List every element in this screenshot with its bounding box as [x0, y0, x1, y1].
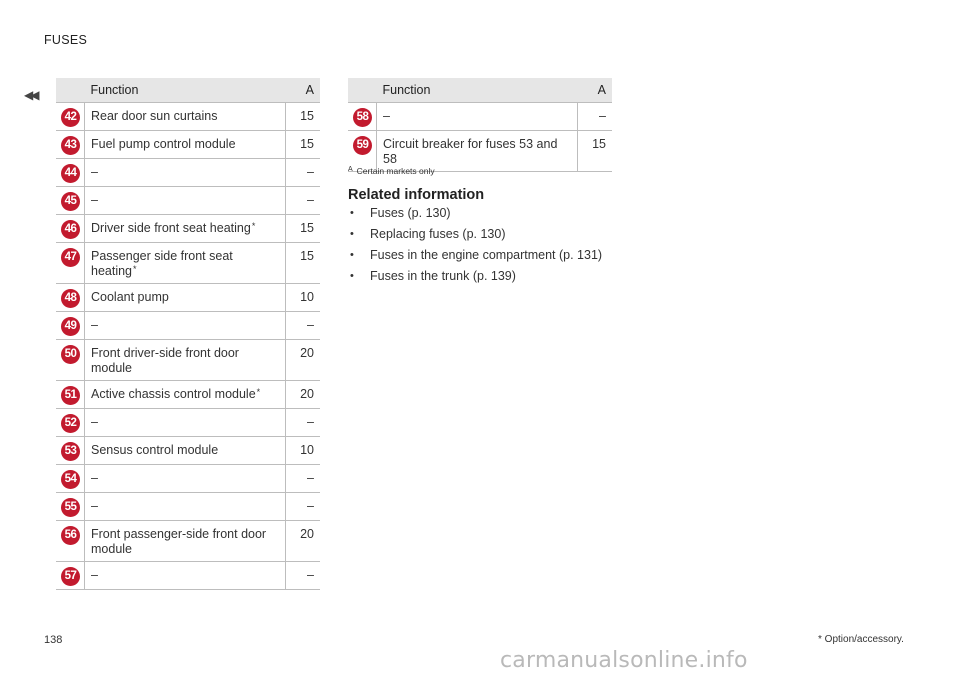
fuse-amp-cell: –: [286, 159, 321, 187]
fuse-function-text: –: [383, 109, 390, 123]
fuse-function-cell: [85, 381, 286, 409]
bullet-icon: •: [350, 228, 354, 240]
fuse-number-cell: [56, 437, 85, 465]
fuse-function-text: Circuit breaker for fuses 53 and 58: [383, 137, 558, 166]
col-function-header: Function: [377, 78, 578, 103]
fuse-amp-cell: 15: [578, 131, 613, 172]
fuse-function-text: –: [91, 471, 98, 485]
fuse-row: [56, 243, 320, 284]
fuse-function-cell: [85, 131, 286, 159]
fuse-function-cell: [85, 284, 286, 312]
fuse-function-text: Coolant pump: [91, 290, 169, 304]
fuse-amp-cell: –: [286, 312, 321, 340]
fuse-row: [56, 521, 320, 562]
option-star: *: [251, 221, 256, 231]
fuse-amp-cell: 20: [286, 521, 321, 562]
fuse-row: [56, 159, 320, 187]
fuse-function-text: Fuel pump control module: [91, 137, 236, 151]
fuse-number-badge: 47: [61, 248, 80, 267]
fuse-row: [56, 103, 320, 131]
fuse-function-text: Driver side front seat heating: [91, 221, 251, 235]
fuse-number-cell: [56, 493, 85, 521]
fuse-number-badge: 56: [61, 526, 80, 545]
fuse-function-cell: [85, 521, 286, 562]
bullet-icon: •: [350, 249, 354, 261]
fuse-row: [56, 409, 320, 437]
col-amp-header: A: [578, 78, 613, 103]
fuse-number-badge: 58: [353, 108, 372, 127]
fuse-row: [56, 562, 320, 590]
col-function-header: Function: [85, 78, 286, 103]
fuse-function-text: –: [91, 499, 98, 513]
fuse-function-text: Active chassis control module: [91, 387, 256, 401]
fuse-amp-cell: –: [578, 103, 613, 131]
fuse-function-text: –: [91, 165, 98, 179]
fuse-number-badge: 55: [61, 498, 80, 517]
related-link-trunk[interactable]: • Fuses in the trunk (p. 139): [350, 269, 516, 283]
fuse-amp-cell: –: [286, 562, 321, 590]
fuse-function-cell: [85, 465, 286, 493]
fuse-amp-cell: 15: [286, 243, 321, 284]
fuse-number-badge: 54: [61, 470, 80, 489]
fuse-table-left: [56, 78, 320, 590]
fuse-amp-cell: –: [286, 465, 321, 493]
fuse-row: [56, 312, 320, 340]
related-info-title: Related information: [348, 187, 485, 203]
fuse-number-cell: [56, 284, 85, 312]
fuse-number-badge: 51: [61, 386, 80, 405]
page-header: FUSES: [44, 33, 88, 47]
fuse-amp-cell: 10: [286, 437, 321, 465]
fuse-number-badge: 43: [61, 136, 80, 155]
fuse-number-badge: 42: [61, 108, 80, 127]
table-footnote: [348, 166, 435, 176]
fuse-function-cell: [85, 187, 286, 215]
fuse-table-right: [348, 78, 612, 172]
fuse-function-text: Passenger side front seat heating: [91, 249, 233, 278]
footnote-mark: A: [348, 166, 353, 173]
fuse-function-cell: [85, 437, 286, 465]
watermark: carmanualsonline.info: [500, 648, 748, 673]
fuse-function-text: –: [91, 318, 98, 332]
fuse-row: [56, 381, 320, 409]
col-amp-header: A: [286, 78, 321, 103]
fuse-function-cell: [85, 340, 286, 381]
fuse-function-text: –: [91, 193, 98, 207]
fuse-row: [56, 437, 320, 465]
footnote-text: Certain markets only: [356, 166, 435, 176]
fuse-function-cell: [85, 103, 286, 131]
fuse-function-cell: [85, 493, 286, 521]
fuse-function-text: Rear door sun curtains: [91, 109, 218, 123]
col-number: [56, 78, 85, 103]
fuse-row: [56, 284, 320, 312]
fuse-number-badge: 45: [61, 192, 80, 211]
fuse-amp-cell: 15: [286, 215, 321, 243]
fuse-function-text: Front passenger-side front door module: [91, 527, 267, 556]
bullet-icon: •: [350, 207, 354, 219]
fuse-number-cell: [56, 409, 85, 437]
option-accessory-note: * Option/accessory.: [818, 634, 904, 645]
fuse-row: [56, 187, 320, 215]
fuse-number-cell: [56, 131, 85, 159]
fuse-amp-cell: –: [286, 187, 321, 215]
fuse-number-badge: 48: [61, 289, 80, 308]
fuse-number-badge: 44: [61, 164, 80, 183]
fuse-amp-cell: 15: [286, 131, 321, 159]
fuse-function-cell: [377, 103, 578, 131]
fuse-amp-cell: 20: [286, 381, 321, 409]
related-link-replacing-fuses[interactable]: • Replacing fuses (p. 130): [350, 227, 506, 241]
fuse-number-badge: 50: [61, 345, 80, 364]
fuse-function-cell: [85, 312, 286, 340]
fuse-row: [56, 215, 320, 243]
fuse-number-cell: [56, 521, 85, 562]
fuse-function-cell: [85, 159, 286, 187]
fuse-number-cell: [348, 103, 377, 131]
fuse-number-badge: 53: [61, 442, 80, 461]
fuse-number-cell: [56, 243, 85, 284]
fuse-row: [56, 493, 320, 521]
fuse-number-cell: [56, 562, 85, 590]
fuse-number-cell: [56, 465, 85, 493]
fuse-number-badge: 52: [61, 414, 80, 433]
fuse-function-text: Sensus control module: [91, 443, 219, 457]
fuse-function-text: Front driver-side front door module: [91, 346, 239, 375]
fuse-amp-cell: 10: [286, 284, 321, 312]
option-star: *: [133, 264, 137, 274]
fuse-function-text: –: [91, 415, 98, 429]
col-number: [348, 78, 377, 103]
fuse-amp-cell: –: [286, 493, 321, 521]
page-number: 138: [44, 634, 63, 646]
fuse-function-cell: [85, 243, 286, 284]
related-link-fuses[interactable]: • Fuses (p. 130): [350, 206, 451, 220]
fuse-function-cell: [85, 215, 286, 243]
fuse-number-cell: [56, 103, 85, 131]
fuse-number-cell: [56, 340, 85, 381]
fuse-amp-cell: –: [286, 409, 321, 437]
fuse-number-badge: 59: [353, 136, 372, 155]
fuse-function-cell: [85, 409, 286, 437]
fuse-row: [56, 340, 320, 381]
fuse-function-text: –: [91, 568, 98, 582]
fuse-amp-cell: 20: [286, 340, 321, 381]
fuse-number-cell: [56, 381, 85, 409]
related-link-engine-compartment[interactable]: • Fuses in the engine compartment (p. 131): [350, 248, 603, 262]
fuse-number-badge: 46: [61, 220, 80, 239]
fuse-number-badge: 49: [61, 317, 80, 336]
option-star: *: [256, 387, 261, 397]
fuse-number-cell: [56, 159, 85, 187]
fuse-number-cell: [56, 187, 85, 215]
bullet-icon: •: [350, 270, 354, 282]
fuse-row: [56, 465, 320, 493]
fuse-number-cell: [56, 312, 85, 340]
fuse-function-cell: [85, 562, 286, 590]
fuse-amp-cell: 15: [286, 103, 321, 131]
fuse-row: [56, 131, 320, 159]
fuse-number-cell: [56, 215, 85, 243]
related-info-list: [348, 205, 602, 289]
fuse-row: [348, 103, 612, 131]
fuse-number-badge: 57: [61, 567, 80, 586]
continued-icon: ◀◀: [24, 88, 37, 102]
